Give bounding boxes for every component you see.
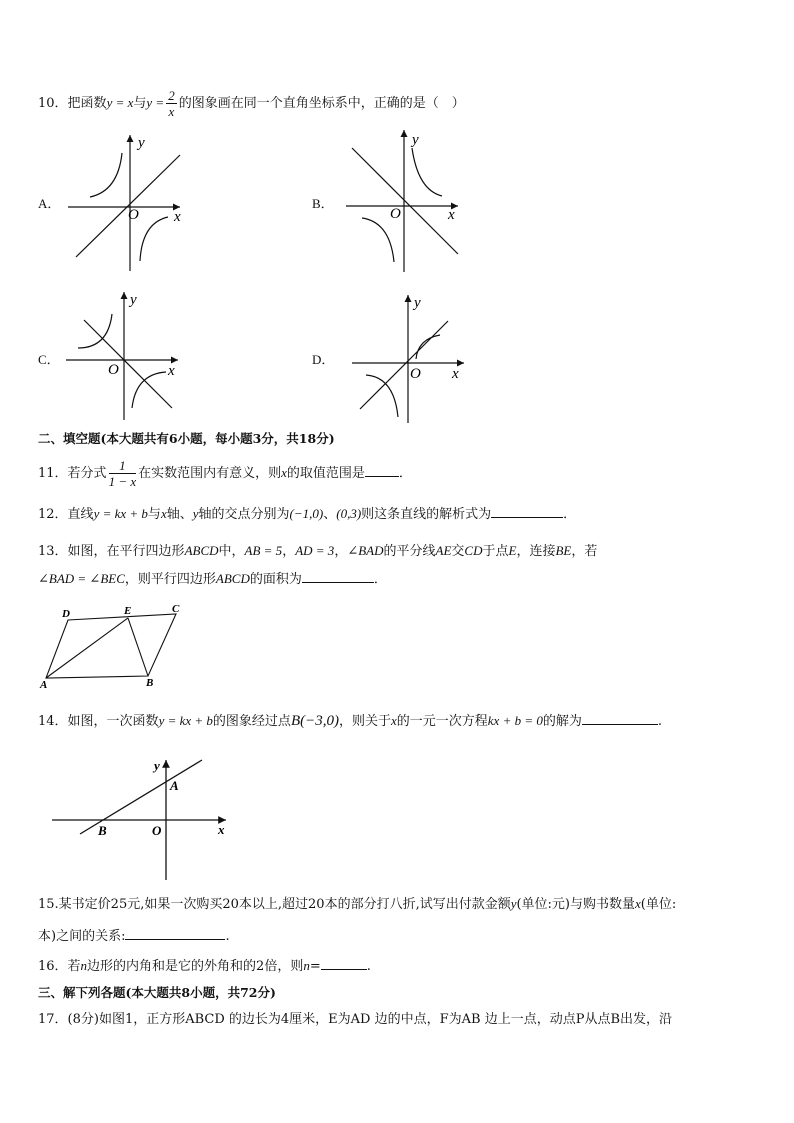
q10-function-2-lhs: y = [146, 95, 165, 110]
q13-line-1 [38, 541, 597, 562]
q10-text-1: 把函数 [67, 96, 107, 111]
q13-angle: BAD [358, 543, 384, 558]
axis-x-label: x [218, 822, 225, 837]
q13-text: ， [282, 544, 296, 559]
q14-equation: kx + b = 0 [487, 713, 543, 728]
q15-var-y: y [510, 896, 517, 911]
section-2-heading: 二、填空题(本大题共有6小题，每小题3分，共18分) [38, 431, 335, 446]
q17-stem: 17．(8分)如图1，正方形ABCD 的边长为4厘米，E为AD 边的中点，F为AB 边上一点，动点P从点B出发，沿 [38, 1012, 673, 1027]
q13-text: 的面积为 [249, 572, 302, 587]
q13-ad-value: AD = 3 [295, 543, 335, 558]
option-a-label: A． [38, 196, 61, 211]
q12-point-2: (0,3) [336, 506, 362, 521]
option-c-graph [62, 288, 212, 423]
option-b-graph [342, 126, 492, 276]
q13-answer-blank[interactable] [302, 569, 374, 583]
q13-text: 的平分线 [383, 544, 436, 559]
q11-text-3: 的取值范围是 [286, 466, 365, 481]
q10-text-3: 的图象画在同一个直角坐标系中，正确的是（ ） [178, 96, 465, 111]
q15-var-x: x [635, 896, 641, 911]
q13-ab-value: AB = 5 [244, 543, 283, 558]
q10-number: 10． [38, 96, 68, 111]
fraction-denominator: 1 − x [108, 474, 137, 489]
fraction-numerator: 1 [109, 458, 137, 474]
q13-cd: CD [464, 543, 483, 558]
q13-end: ． [373, 572, 387, 587]
q11-end: ． [398, 466, 412, 481]
q14-text-5: 的解为 [542, 714, 582, 729]
q12-text-1: 直线 [67, 507, 94, 522]
q13-be: BE [555, 543, 572, 558]
q13-e: E [508, 543, 517, 558]
q15-line-1 [38, 894, 676, 915]
origin-label: O [108, 362, 119, 378]
q14-answer-blank[interactable] [582, 711, 658, 725]
q13-line-2 [38, 569, 387, 590]
point-a-label: A [40, 679, 48, 691]
q13-text: ，若 [571, 544, 598, 559]
q12-end: ． [563, 507, 577, 522]
q13-parallelogram-figure [40, 600, 190, 690]
q15-answer-blank[interactable] [125, 926, 225, 940]
q15-text: 15.某书定价25元,如果一次购买20本以上,超过20本的部分打八折,试写出付款金额 [38, 897, 511, 912]
point-d-label: D [62, 608, 70, 620]
q16-text: 边形的内角和是它的外角和的2倍，则 [87, 959, 304, 974]
point-a-label: A [170, 778, 179, 793]
axis-y-label: y [130, 292, 137, 308]
q14-text-3: ，则关于 [338, 714, 391, 729]
q13-text: 于点 [482, 544, 509, 559]
option-c-label: C． [38, 352, 60, 367]
q12-text-5: 则这条直线的解析式为 [361, 507, 492, 522]
q14-number: 14． [38, 714, 68, 729]
q15-text: (单位:元)与购书数量 [516, 897, 636, 912]
q11-text-2: 在实数范围内有意义，则 [138, 466, 282, 481]
q15-end: . [225, 929, 230, 944]
axis-y-label: y [138, 135, 145, 151]
q12-number: 12． [38, 507, 68, 522]
q12-point-1: (−1,0) [289, 506, 324, 521]
q16-var-n: n [80, 958, 88, 973]
q15-line-2 [38, 926, 230, 947]
q11-fraction [109, 458, 137, 489]
fraction-numerator: 2 [168, 88, 175, 103]
q10-text-2: 与 [133, 96, 147, 111]
q10-function-1: y = x [106, 95, 134, 110]
q13-number: 13． [38, 544, 68, 559]
q11-stem [38, 458, 412, 489]
q13-text: 如图，在平行四边形 [67, 544, 185, 559]
q12-function: y = kx + b [93, 506, 148, 521]
option-d-graph [348, 291, 498, 426]
option-d-label: D． [312, 352, 335, 367]
point-e-label: E [124, 605, 132, 617]
q15-text: 本)之间的关系: [38, 929, 126, 944]
q14-stem [38, 711, 662, 732]
q10-function-2-fraction [166, 88, 177, 119]
q12-var-y: y [192, 506, 199, 521]
q13-angle-equation: ∠BAD = ∠BEC [38, 571, 125, 586]
axis-x-label: x [174, 209, 181, 225]
q14-text-4: 的一元一次方程 [396, 714, 488, 729]
origin-label: O [410, 366, 421, 382]
q14-linear-function-figure [50, 756, 240, 881]
axis-y-label: y [414, 295, 421, 311]
q13-text: ，则平行四边形 [124, 572, 216, 587]
q16-stem [38, 956, 371, 977]
q13-text: 交 [451, 544, 465, 559]
q11-text-1: 若分式 [67, 466, 107, 481]
q14-end: . [657, 714, 663, 729]
q14-text-1: 如图，一次函数 [67, 714, 159, 729]
q13-ae: AE [435, 543, 452, 558]
q14-function: y = kx + b [158, 713, 213, 728]
point-b-label: B [146, 677, 154, 689]
q12-stem [38, 504, 576, 525]
q14-point-b: B(−3,0) [290, 713, 339, 729]
q11-answer-blank[interactable] [365, 463, 399, 477]
q10-stem [38, 88, 465, 119]
q14-variable: x [390, 713, 397, 728]
q13-text: ，连接 [516, 544, 556, 559]
q13-abcd: ABCD [215, 571, 250, 586]
axis-x-label: x [452, 366, 459, 382]
axis-x-label: x [168, 363, 175, 379]
q16-var-n: n [303, 958, 310, 973]
origin-label: O [152, 823, 162, 838]
point-b-label: B [98, 823, 107, 838]
q12-answer-blank[interactable] [491, 504, 563, 518]
q11-variable: x [281, 465, 287, 480]
option-a-graph [60, 133, 210, 273]
origin-label: O [128, 207, 139, 223]
q13-text: 中， [218, 544, 245, 559]
q12-text-4: 轴的交点分别为 [198, 507, 290, 522]
q16-text: = [309, 959, 321, 974]
section-3-heading: 三、解下列各题(本大题共8小题，共72分) [38, 985, 276, 1000]
q14-text-2: 的图象经过点 [212, 714, 291, 729]
q16-end: . [366, 959, 371, 974]
q13-text: ，∠ [334, 544, 359, 559]
q12-var-x: x [160, 506, 167, 521]
origin-label: O [390, 206, 401, 222]
q11-number: 11． [38, 466, 68, 481]
axis-y-label: y [412, 132, 419, 148]
option-b-label: B． [312, 196, 334, 211]
fraction-denominator: x [168, 104, 175, 119]
q12-separator: 、 [323, 507, 337, 522]
axis-y-label: y [154, 758, 160, 773]
q16-answer-blank[interactable] [321, 956, 367, 970]
point-c-label: C [172, 603, 180, 615]
q12-text-3: 轴、 [166, 507, 193, 522]
q12-text-2: 与 [147, 507, 161, 522]
axis-x-label: x [448, 207, 455, 223]
q15-text: (单位: [640, 897, 677, 912]
q13-abcd: ABCD [184, 543, 219, 558]
q16-text: 16．若 [38, 959, 81, 974]
